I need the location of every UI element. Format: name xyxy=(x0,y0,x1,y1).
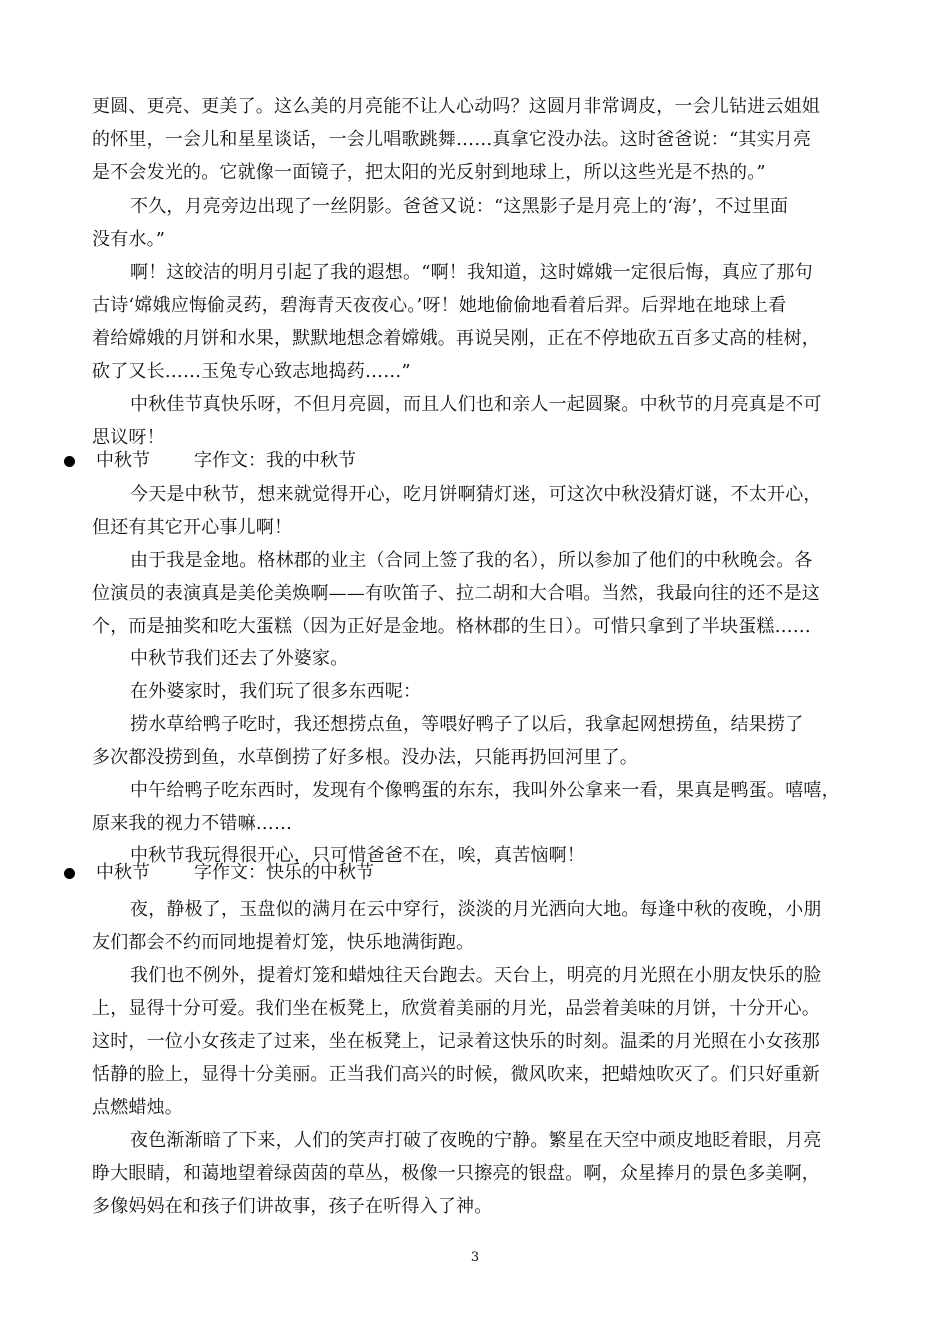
section-heading xyxy=(62,449,862,473)
page-number: 3 xyxy=(470,1250,480,1265)
text-line: 友们都会不约而同地提着灯笼，快乐地满街跑。 xyxy=(92,932,475,953)
text-line: 古诗‘嫦娥应悔偷灵药，碧海青天夜夜心。’呀！她地偷偷地看着后羿。后羿地在地球上看 xyxy=(92,295,787,316)
text-line: 思议呀！ xyxy=(92,427,165,448)
bullet-icon xyxy=(64,868,75,879)
section-title: 字作文：快乐的中秋节 xyxy=(194,862,374,883)
text-line: 多次都没捞到鱼，水草倒捞了好多根。没办法，只能再扔回河里了。 xyxy=(92,747,638,768)
text-line: 我们也不例外，提着灯笼和蜡烛往天台跑去。天台上，明亮的月光照在小朋友快乐的脸 xyxy=(130,965,822,986)
text-line: 在外婆家时，我们玩了很多东西呢： xyxy=(130,681,422,702)
text-line: 今天是中秋节，想来就觉得开心，吃月饼啊猜灯迷，可这次中秋没猜灯谜，不太开心， xyxy=(130,484,822,505)
text-line: 啊！这皎洁的明月引起了我的遐想。“啊！我知道，这时嫦娥一定很后悔，真应了那句 xyxy=(130,262,813,283)
text-line: 原来我的视力不错嘛…… xyxy=(92,813,293,834)
text-line: 更圆、更亮、更美了。这么美的月亮能不让人心动吗？这圆月非常调皮，一会儿钻进云姐姐 xyxy=(92,96,820,117)
section-title: 字作文：我的中秋节 xyxy=(194,450,356,471)
bullet-icon xyxy=(64,456,75,467)
text-line: 这时，一位小女孩走了过来，坐在板凳上，记录着这快乐的时刻。温柔的月光照在小女孩那 xyxy=(92,1031,820,1052)
text-line: 点燃蜡烛。 xyxy=(92,1097,183,1118)
section-heading xyxy=(62,861,862,885)
text-line: 夜色渐渐暗了下来，人们的笑声打破了夜晚的宁静。繁星在天空中顽皮地眨着眼，月亮 xyxy=(130,1130,822,1151)
text-line: 着给嫦娥的月饼和水果，默默地想念着嫦娥。再说吴刚，正在不停地砍五百多丈高的桂树， xyxy=(92,328,820,349)
text-line: 位演员的表演真是美伦美焕啊——有吹笛子、拉二胡和大合唱。当然，我最向往的还不是这 xyxy=(92,583,820,604)
text-line: 是不会发光的。它就像一面镜子，把太阳的光反射到地球上，所以这些光是不热的。” xyxy=(92,162,766,183)
text-line: 个，而是抽奖和吃大蛋糕（因为正好是金地。格林郡的生日）。可惜只拿到了半块蛋糕…… xyxy=(92,616,811,637)
text-line: 中秋佳节真快乐呀，不但月亮圆，而且人们也和亲人一起圆聚。中秋节的月亮真是不可 xyxy=(130,394,822,415)
text-line: 多像妈妈在和孩子们讲故事，孩子在听得入了神。 xyxy=(92,1196,493,1217)
text-line: 的怀里，一会儿和星星谈话，一会儿唱歌跳舞……真拿它没办法。这时爸爸说：“其实月亮 xyxy=(92,129,812,150)
text-line: 砍了又长……玉兔专心致志地捣药……” xyxy=(92,361,411,382)
text-line: 夜，静极了，玉盘似的满月在云中穿行，淡淡的月光洒向大地。每逢中秋的夜晚，小朋 xyxy=(130,899,822,920)
section-tag: 中秋节 xyxy=(96,450,150,471)
text-line: 由于我是金地。格林郡的业主（合同上签了我的名），所以参加了他们的中秋晚会。各 xyxy=(130,550,813,571)
text-line: 睁大眼睛，和蔼地望着绿茵茵的草丛，极像一只擦亮的银盘。啊，众星捧月的景色多美啊， xyxy=(92,1163,820,1184)
text-line: 中秋节我们还去了外婆家。 xyxy=(130,648,349,669)
text-line: 上，显得十分可爱。我们坐在板凳上，欣赏着美丽的月光，品尝着美味的月饼，十分开心。 xyxy=(92,998,820,1019)
text-line: 不久，月亮旁边出现了一丝阴影。爸爸又说：“这黑影子是月亮上的‘海’，不过里面 xyxy=(130,196,789,217)
text-line: 没有水。” xyxy=(92,229,166,250)
text-line: 中午给鸭子吃东西时，发现有个像鸭蛋的东东，我叫外公拿来一看，果真是鸭蛋。嘻嘻， xyxy=(130,780,840,801)
text-line: 恬静的脸上，显得十分美丽。正当我们高兴的时候，微风吹来，把蜡烛吹灭了。们只好重新 xyxy=(92,1064,820,1085)
text-line: 捞水草给鸭子吃时，我还想捞点鱼，等喂好鸭子了以后，我拿起网想捞鱼，结果捞了 xyxy=(130,714,804,735)
text-line: 中秋节我玩得很开心，只可惜爸爸不在，唉，真苦恼啊！ xyxy=(130,845,585,866)
text-line: 但还有其它开心事儿啊！ xyxy=(92,517,293,538)
section-tag: 中秋节 xyxy=(96,862,150,883)
